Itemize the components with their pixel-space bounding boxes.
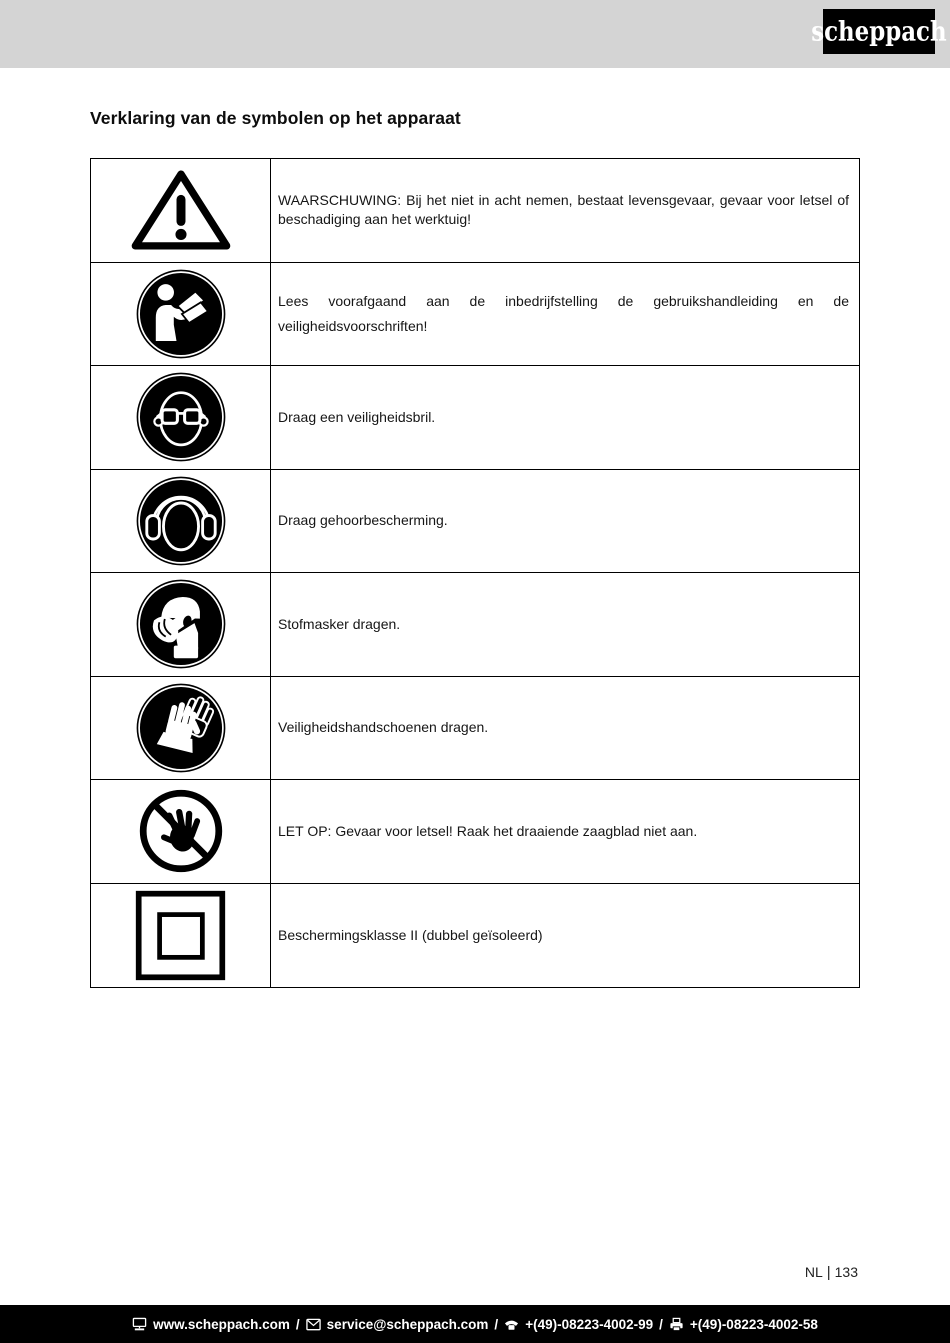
page-number-value: 133 xyxy=(834,1264,858,1280)
page-divider: | xyxy=(826,1264,831,1281)
symbol-description-cell xyxy=(271,573,859,676)
safety-glasses-icon xyxy=(136,372,226,462)
header-band xyxy=(0,0,950,68)
table-row xyxy=(91,263,859,367)
symbols-table xyxy=(90,158,860,988)
symbol-description: Draag gehoorbescherming. xyxy=(278,512,448,528)
symbol-cell xyxy=(91,677,271,780)
symbol-cell xyxy=(91,780,271,883)
warning-triangle-icon xyxy=(128,166,234,254)
table-row xyxy=(91,573,859,677)
table-row xyxy=(91,780,859,884)
symbol-description-cell xyxy=(271,470,859,573)
fax-icon xyxy=(669,1317,684,1332)
footer-website: www.scheppach.com xyxy=(153,1316,290,1332)
footer-contact-bar xyxy=(0,1305,950,1343)
symbol-description: Draag een veiligheidsbril. xyxy=(278,408,436,425)
computer-icon xyxy=(132,1317,147,1332)
read-manual-icon xyxy=(136,269,226,359)
symbol-description: LET OP: Gevaar voor letsel! Raak het draaiende zaagblad niet aan. xyxy=(278,822,698,839)
symbol-description-cell xyxy=(271,677,859,780)
footer-phone: +(49)-08223-4002-99 xyxy=(525,1316,654,1332)
symbol-cell xyxy=(91,159,271,262)
language-code: NL xyxy=(804,1264,823,1280)
page-title: Verklaring van de symbolen op het apparaat xyxy=(90,108,461,128)
symbol-cell xyxy=(91,366,271,469)
symbol-description-cell xyxy=(271,780,859,883)
table-row xyxy=(91,884,859,988)
table-row xyxy=(91,159,859,263)
scheppach-logo-text: scheppach xyxy=(811,15,947,48)
symbol-description: Lees voorafgaand aan de inbedrijfstelling de gebruikshandleiding en de veiligheidsvoorschriften! xyxy=(278,293,849,334)
symbol-cell xyxy=(91,470,271,573)
symbol-cell xyxy=(91,263,271,366)
protection-class-2-icon xyxy=(133,888,228,983)
symbol-description-cell xyxy=(271,159,859,262)
symbol-description-cell xyxy=(271,884,859,988)
page-number xyxy=(805,1264,858,1281)
table-row xyxy=(91,677,859,781)
scheppach-logo xyxy=(811,9,947,54)
footer-separator: / xyxy=(494,1316,499,1332)
symbol-cell xyxy=(91,573,271,676)
ear-protection-icon xyxy=(136,476,226,566)
symbol-description: Stofmasker dragen. xyxy=(278,615,401,632)
table-row xyxy=(91,366,859,470)
footer-email: service@scheppach.com xyxy=(326,1316,489,1332)
email-icon xyxy=(306,1317,321,1332)
dust-mask-icon xyxy=(136,579,226,669)
footer-fax: +(49)-08223-4002-58 xyxy=(689,1316,818,1332)
phone-icon xyxy=(504,1317,519,1332)
no-touch-icon xyxy=(136,786,226,876)
symbol-description-cell xyxy=(271,263,859,366)
symbol-description: Beschermingsklasse II (dubbel geïsoleerd) xyxy=(278,926,543,943)
safety-gloves-icon xyxy=(136,683,226,773)
symbol-cell xyxy=(91,884,271,988)
footer-separator: / xyxy=(295,1316,300,1332)
symbol-description: Veiligheidshandschoenen dragen. xyxy=(278,719,489,735)
table-row xyxy=(91,470,859,574)
footer-separator: / xyxy=(659,1316,663,1332)
symbol-description-cell xyxy=(271,366,859,469)
symbol-description: WAARSCHUWING: Bij het niet in acht nemen, bestaat levensgevaar, gevaar voor letsel of beschadiging aan het werktuig! xyxy=(278,191,849,228)
